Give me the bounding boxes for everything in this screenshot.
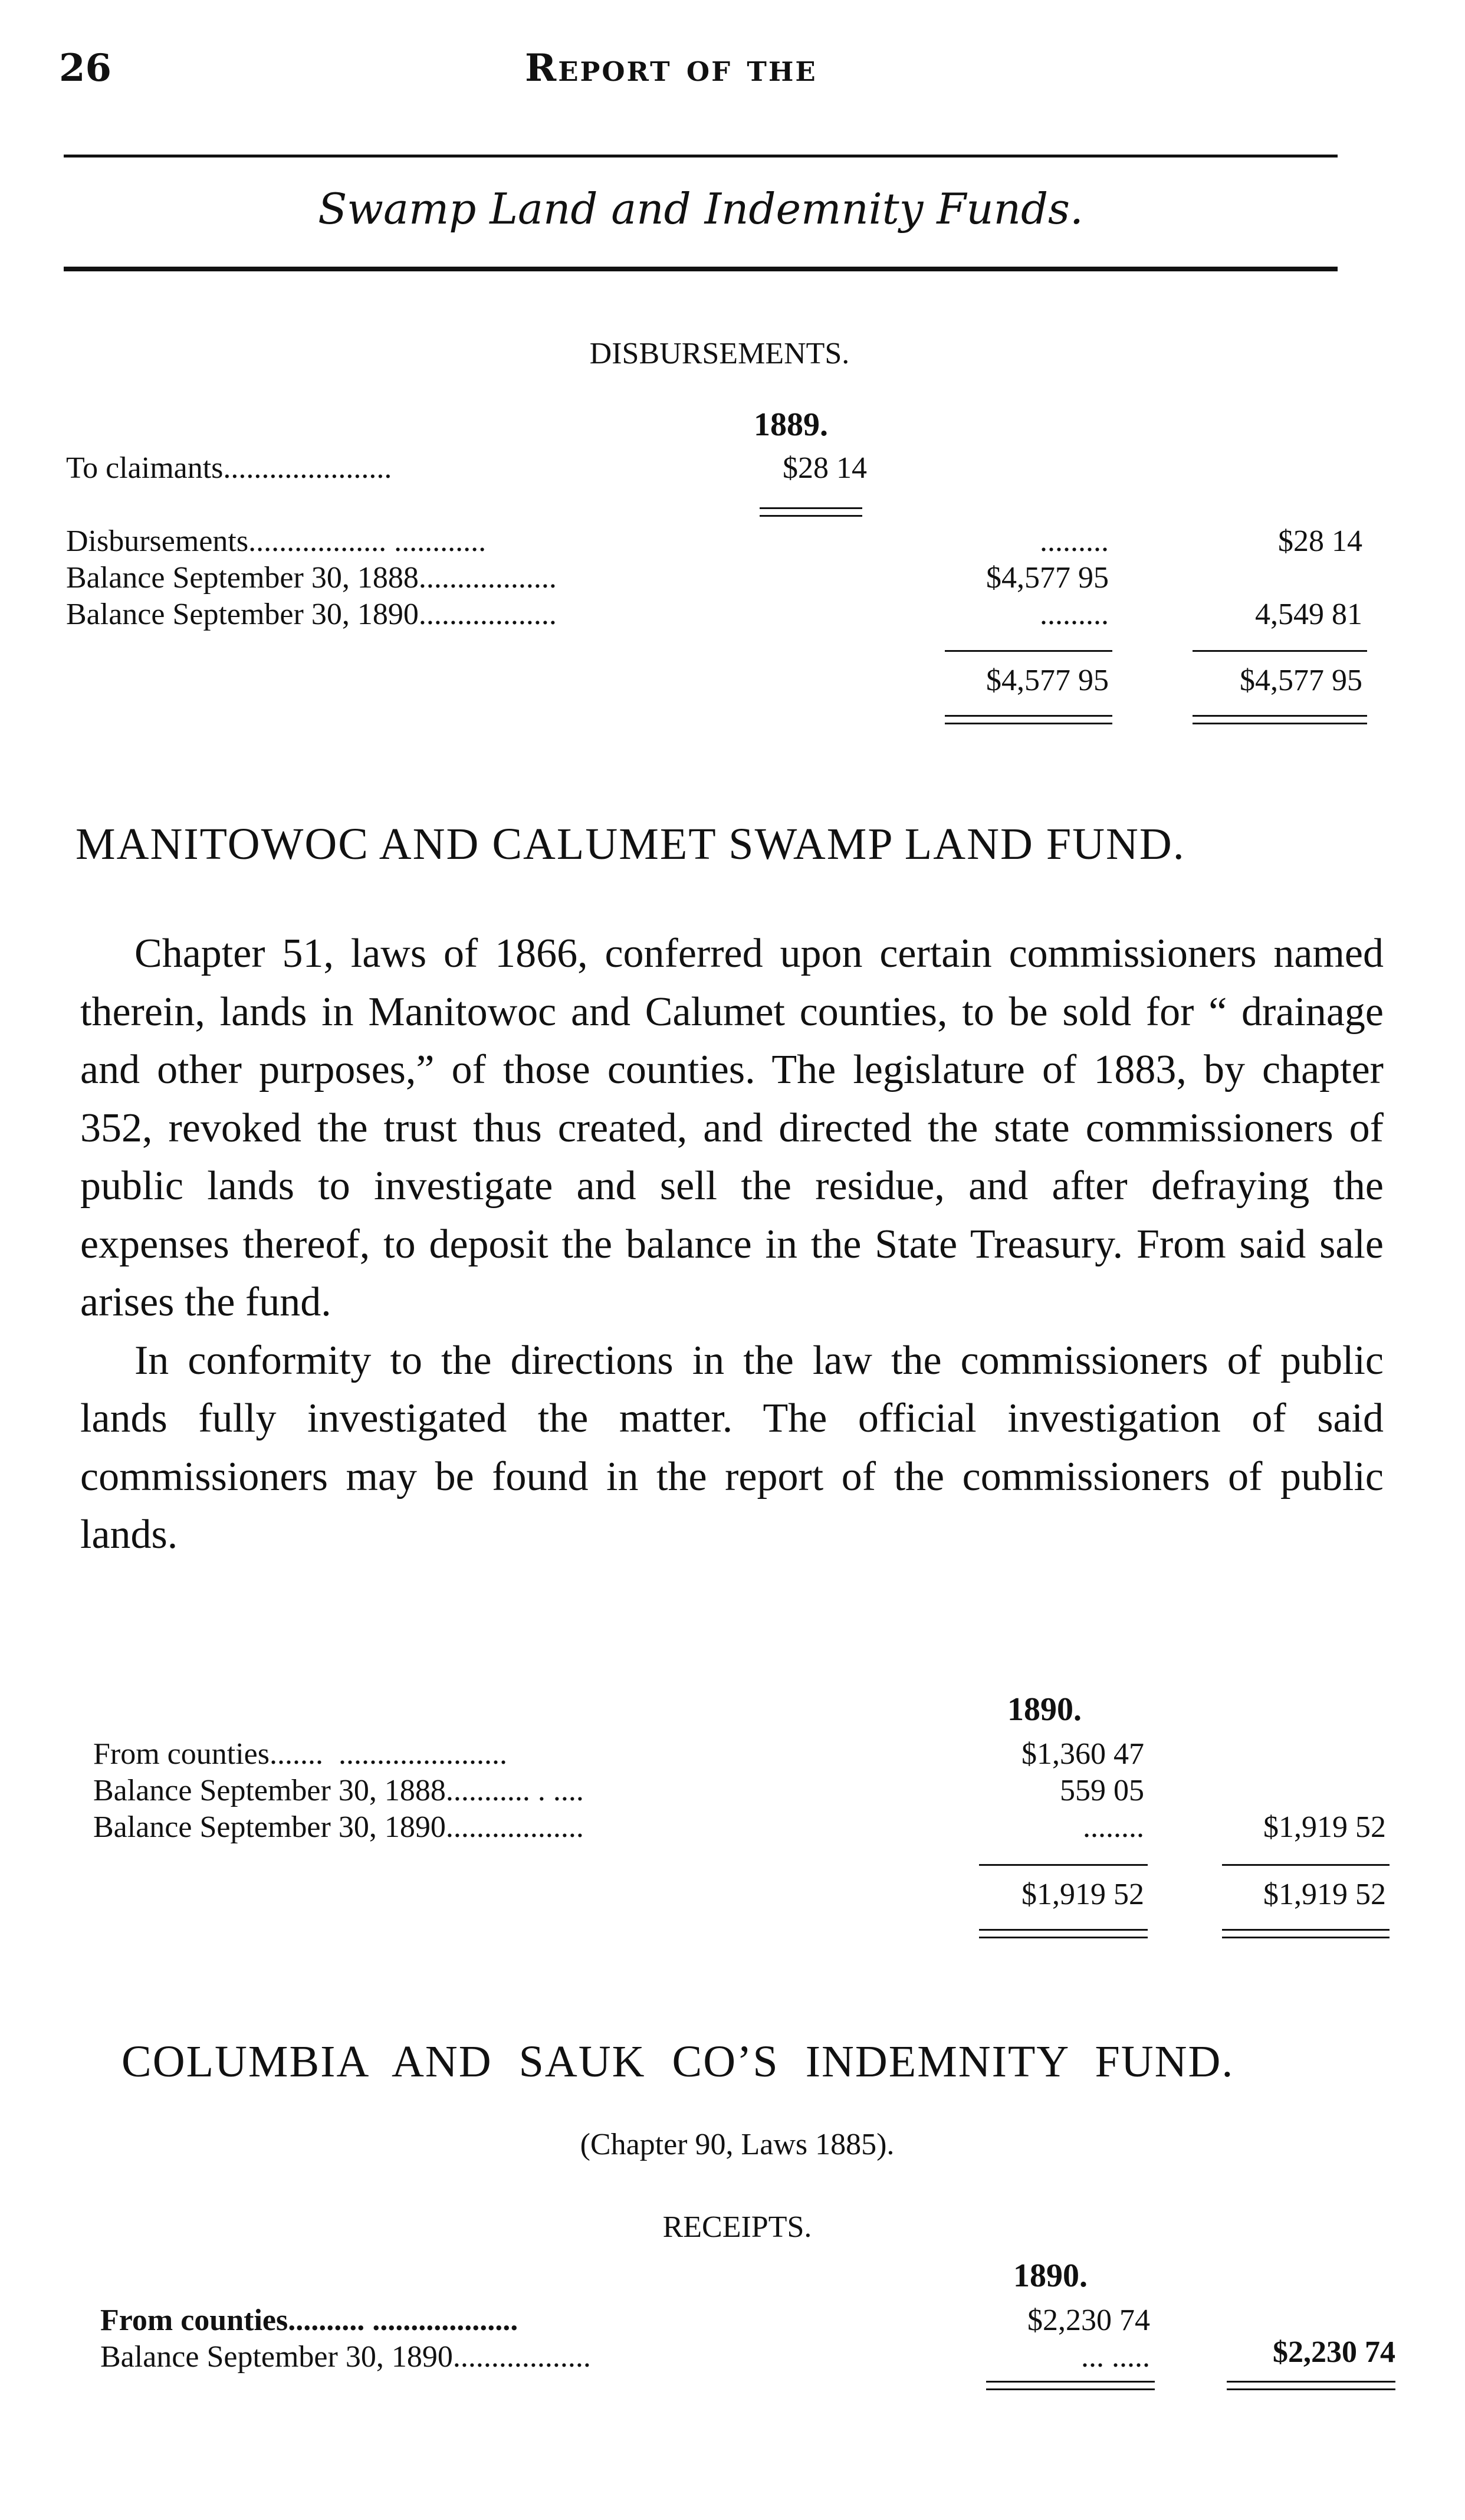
columbia-heading: COLUMBIA AND SAUK CO’S INDEMNITY FUND.: [121, 2037, 1234, 2086]
row-text: From counties: [100, 2304, 288, 2337]
row-text: Balance September 30, 1890: [100, 2340, 453, 2374]
manitowoc-row-label: Balance September 30, 1888........... . ....: [93, 1774, 584, 1807]
page-number: 26: [59, 46, 112, 90]
columbia-year: 1890.: [1013, 2258, 1088, 2294]
manitowoc-row-col1: ........: [1083, 1810, 1144, 1844]
claimants-text: To claimants: [66, 451, 224, 485]
disbursements-row-col1: $4,577 95: [986, 561, 1109, 595]
manitowoc-total-rule-col2: [1222, 1864, 1390, 1866]
manitowoc-row-label: From counties....... ......................: [93, 1737, 507, 1771]
disbursements-total-rule-col2: [1193, 650, 1367, 652]
disbursements-total-col2: $4,577 95: [1240, 664, 1362, 697]
columbia-row-col1: $2,230 74: [1027, 2304, 1150, 2337]
header-rule-top: [64, 155, 1338, 158]
manitowoc-year: 1890.: [1007, 1691, 1082, 1728]
disbursements-total-col1: $4,577 95: [986, 664, 1109, 697]
row-text: Balance September 30, 1888: [93, 1774, 446, 1807]
section-title: Swamp Land and Indemnity Funds.: [318, 184, 1083, 234]
disbursements-total-rule-col1: [945, 650, 1112, 652]
disbursements-year: 1889.: [754, 406, 828, 443]
columbia-row-label: Balance September 30, 1890..................: [100, 2340, 591, 2374]
row-text: Balance September 30, 1890: [93, 1810, 446, 1844]
manitowoc-double-rule-col1: [979, 1929, 1148, 1938]
row-text: From counties: [93, 1737, 270, 1771]
disbursements-heading: DISBURSEMENTS.: [589, 337, 850, 370]
manitowoc-body: [80, 925, 1384, 1564]
manitowoc-total-rule-col1: [979, 1864, 1148, 1866]
running-title: Report of the: [525, 46, 817, 90]
manitowoc-row-col2: $1,919 52: [1263, 1810, 1386, 1844]
manitowoc-double-rule-col2: [1222, 1929, 1390, 1938]
manitowoc-heading: MANITOWOC AND CALUMET SWAMP LAND FUND.: [75, 819, 1185, 869]
row-text: Disbursements: [66, 524, 249, 558]
disbursements-row-col2: $28 14: [1278, 524, 1362, 558]
disbursements-row-col2: 4,549 81: [1255, 598, 1362, 631]
disbursements-row-label: Disbursements.................. ............: [66, 524, 487, 558]
row-text: Balance September 30, 1890: [66, 598, 419, 631]
columbia-double-rule-col1: [986, 2381, 1155, 2390]
claimants-double-rule: [760, 507, 862, 517]
disbursements-row-col1: .........: [1040, 524, 1109, 558]
columbia-row-label: From counties.......... ...................: [100, 2304, 518, 2337]
manitowoc-paragraph: Chapter 51, laws of 1866, conferred upon certain commissioners named therein, lands in Manitowoc and Calumet counties, to be sold for “ drainage and other purposes,” of those counties. The legislature of 1883, by chapter 352, revoked the trust thus created, and directed the state commissioners of public lands to investigate and sell the residue, and after defraying the expenses thereof, to deposit the balance in the State Treasury. From said sale arises the fund.: [80, 931, 1384, 1325]
manitowoc-total-col2: $1,919 52: [1263, 1878, 1386, 1911]
receipts-heading: RECEIPTS.: [662, 2210, 812, 2244]
claimants-amount: $28 14: [783, 451, 867, 485]
claimants-label: To claimants......................: [66, 451, 392, 485]
disbursements-row-label: Balance September 30, 1888..................: [66, 561, 557, 595]
disbursements-double-rule-col1: [945, 715, 1112, 724]
columbia-double-rule-col2: [1227, 2381, 1395, 2390]
disbursements-double-rule-col2: [1193, 715, 1367, 724]
manitowoc-paragraph: In conformity to the directions in the law the commissioners of public lands fully investigated the matter. The official investigation of said commissioners may be found in the report of the commissioners of public lands.: [80, 1337, 1384, 1557]
manitowoc-row-col1: $1,360 47: [1021, 1737, 1144, 1771]
row-text: Balance September 30, 1888: [66, 561, 419, 595]
manitowoc-row-col1: 559 05: [1060, 1774, 1144, 1807]
columbia-row-col1: ... .....: [1081, 2340, 1150, 2374]
header-rule-bottom: [64, 267, 1338, 271]
manitowoc-row-label: Balance September 30, 1890..................: [93, 1810, 584, 1844]
manitowoc-total-col1: $1,919 52: [1021, 1878, 1144, 1911]
columbia-row-col2: $2,230 74: [1273, 2335, 1395, 2369]
disbursements-row-label: Balance September 30, 1890..................: [66, 598, 557, 631]
disbursements-row-col1: .........: [1040, 598, 1109, 631]
columbia-subheading: (Chapter 90, Laws 1885).: [580, 2128, 895, 2161]
